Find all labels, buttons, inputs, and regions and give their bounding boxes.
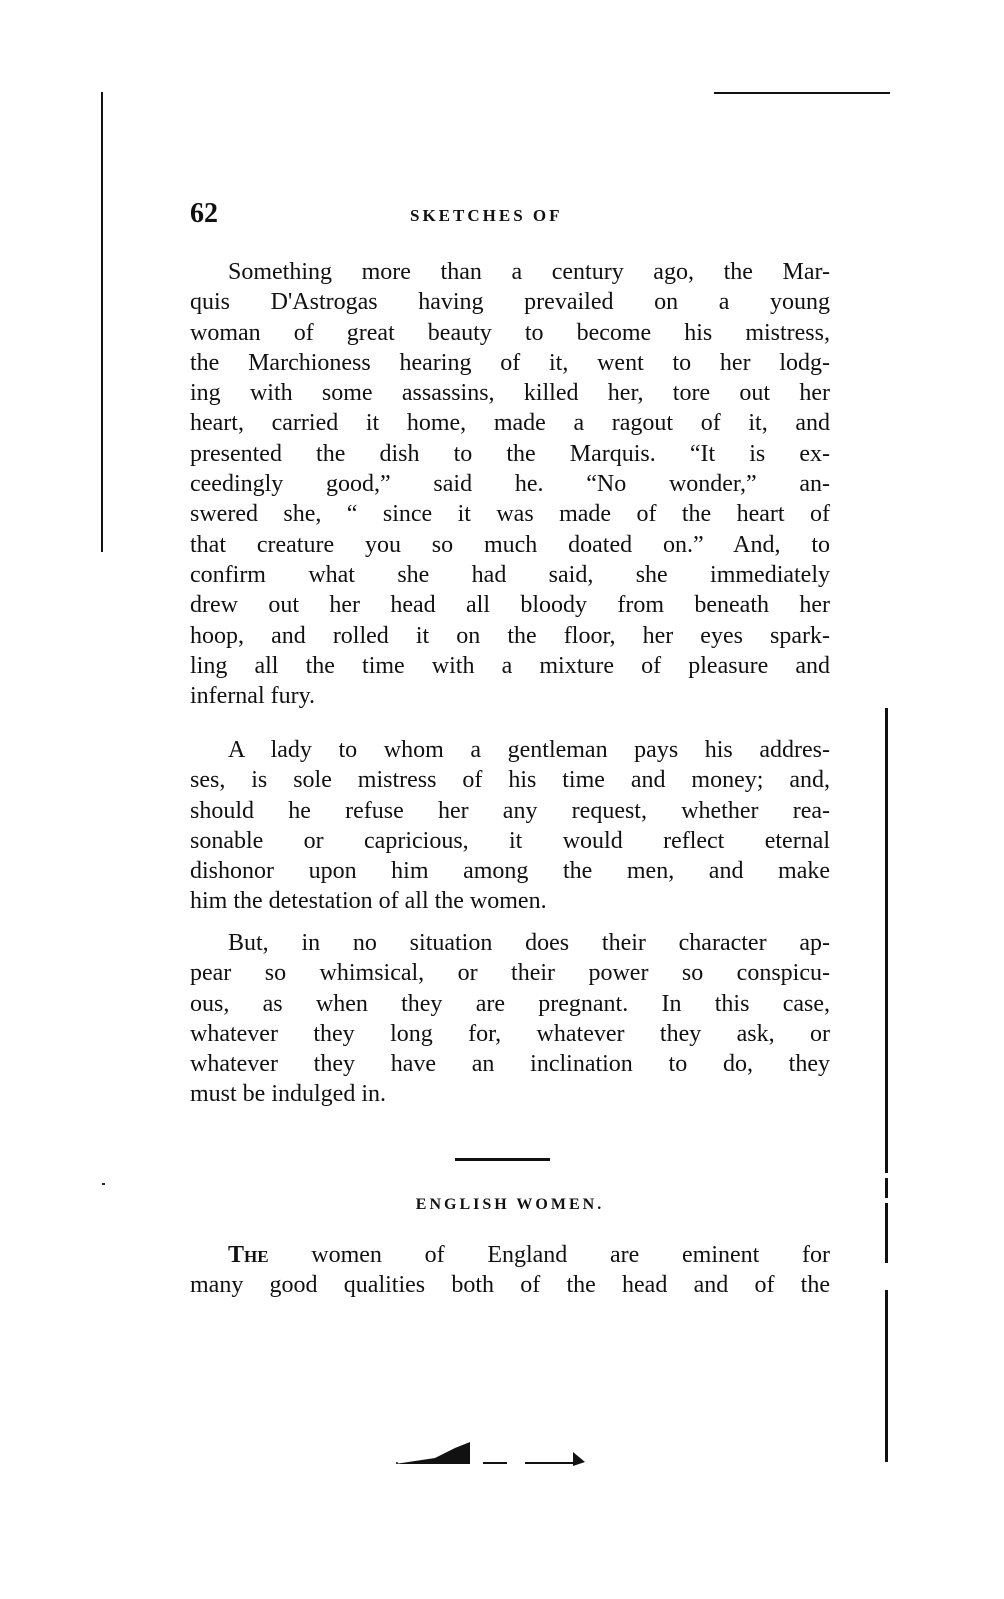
text-line: many good qualities both of the head and of the [190,1272,830,1299]
text-line: ling all the time with a mixture of pleasure and [190,652,830,679]
text-line: him the detestation of all the women. [190,888,547,915]
text-line: Something more than a century ago, the Mar- [228,259,830,285]
scan-margin-line [101,92,103,552]
paragraph-2 [190,735,830,917]
scan-speck [102,1183,105,1185]
scan-margin-line [885,708,888,1173]
text-line: sonable or capricious, it would reflect eternal [190,827,830,854]
text-line: confirm what she had said, she immediately [190,561,830,588]
text-line: must be indulged in. [190,1081,386,1108]
text-line: dishonor upon him among the men, and make [190,858,830,885]
running-head: SKETCHES OF [410,206,563,225]
text-line: ing with some assassins, killed her, tore out her [190,380,830,407]
page-header [190,198,830,234]
scan-margin-line [885,1178,888,1198]
drop-word: The [228,1242,269,1268]
text-line: swered she, “ since it was made of the heart of [190,501,830,528]
text-line: presented the dish to the Marquis. “It is ex- [190,440,830,467]
text-line: the Marchioness hearing of it, went to her lodg- [190,349,830,376]
section-heading: ENGLISH WOMEN. [415,1196,605,1213]
text-line: that creature you so much doated on.” And, to [190,531,830,558]
paragraph-3 [190,928,830,1110]
text-line: should he refuse her any request, whether rea- [190,797,830,824]
text-line: A lady to whom a gentleman pays his addres- [228,737,830,763]
text-line: infernal fury. [190,683,316,710]
text-line: ous, as when they are pregnant. In this case, [190,990,830,1017]
text-line: whatever they have an inclination to do, they [190,1051,830,1078]
text-line: pear so whimsical, or their power so conspicu- [190,960,830,987]
scan-margin-line [885,1290,888,1462]
text-line: drew out her head all bloody from beneath her [190,592,830,619]
text-line: But, in no situation does their character ap- [228,930,830,956]
text-line: ses, is sole mistress of his time and money; and, [190,767,830,794]
page-number: 62 [190,198,218,229]
text-line: hoop, and rolled it on the floor, her eyes spark- [190,622,830,649]
section-divider [455,1158,550,1161]
text-line: woman of great beauty to become his mistress, [190,319,830,346]
text-line [190,1240,830,1270]
ornament-icon [395,1438,605,1468]
text-line: whatever they long for, whatever they ask, or [190,1020,830,1047]
paragraph-1 [190,257,830,711]
scan-top-rule [714,92,890,94]
scan-margin-line [885,1203,888,1263]
paragraph-4 [190,1240,830,1301]
text-line: quis D'Astrogas having prevailed on a young [190,289,830,316]
text-line: heart, carried it home, made a ragout of it, and [190,410,830,437]
line-rest: women of England are eminent for [268,1242,830,1268]
text-line: ceedingly good,” said he. “No wonder,” an- [190,471,830,498]
